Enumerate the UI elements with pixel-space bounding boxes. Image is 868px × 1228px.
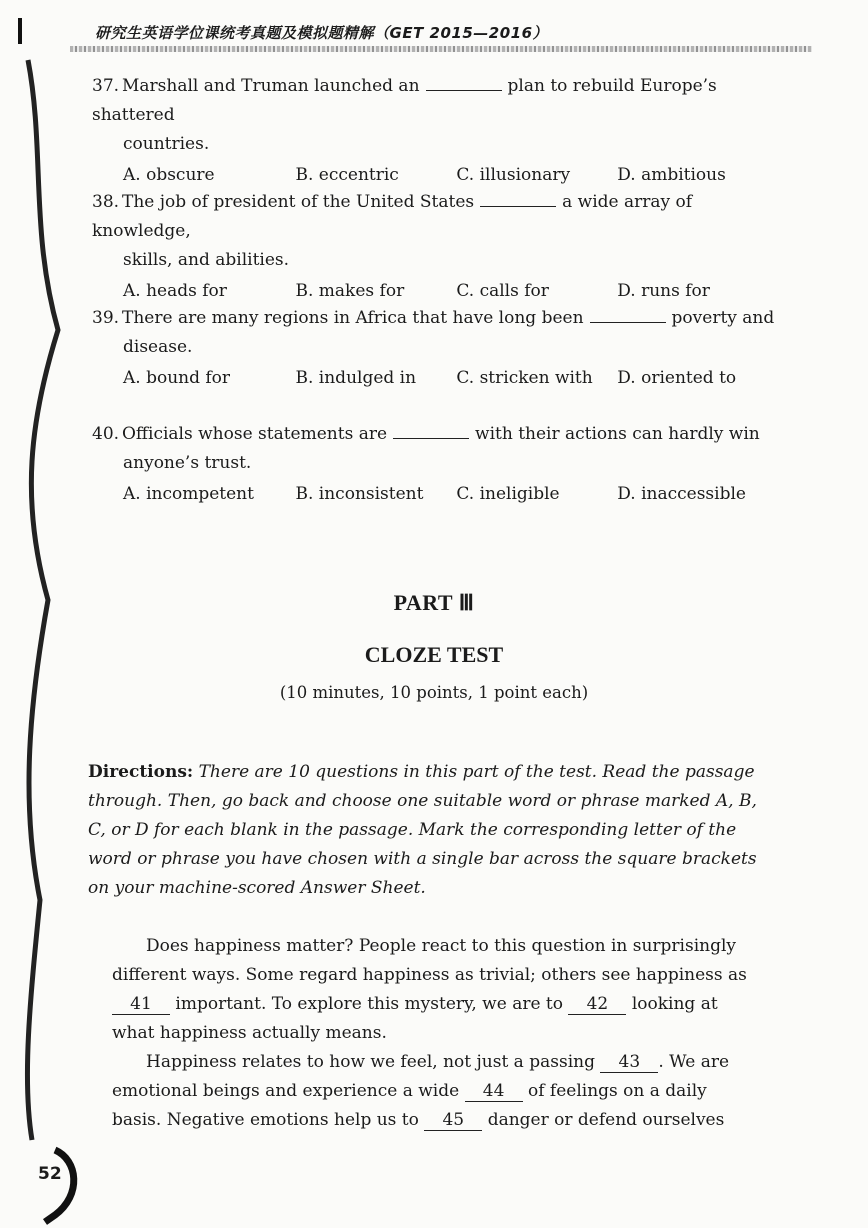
option-a[interactable]: A. heads for <box>123 281 227 301</box>
page-number: 52 <box>38 1164 62 1184</box>
directions-label: Directions: <box>88 762 194 782</box>
running-head: 研究生英语学位课统考真题及模拟题精解（GET 2015—2016） <box>95 24 549 42</box>
option-b[interactable]: B. indulged in <box>295 368 417 388</box>
stem-text: with their actions can hardly win <box>475 424 760 444</box>
stem-continuation: disease. <box>123 337 193 357</box>
answer-blank <box>393 424 469 439</box>
stem-text: a wide array of knowledge, <box>92 192 693 241</box>
option-c[interactable]: C. ineligible <box>456 484 560 504</box>
passage-text: looking at what happiness actually means. <box>112 994 718 1043</box>
question-38 <box>92 188 782 306</box>
option-a[interactable]: A. bound for <box>123 368 231 388</box>
part-title: PART Ⅲ <box>393 590 475 615</box>
passage-paragraph-1 <box>112 932 752 1048</box>
option-a[interactable]: A. obscure <box>123 165 215 185</box>
question-number: 38. <box>92 192 120 212</box>
passage-paragraph-2 <box>112 1048 752 1135</box>
question-stem <box>92 304 782 333</box>
option-c[interactable]: C. stricken with <box>456 368 593 388</box>
directions <box>88 758 778 903</box>
option-b[interactable]: B. eccentric <box>295 165 399 185</box>
question-40 <box>92 420 782 509</box>
option-b[interactable]: B. makes for <box>295 281 405 301</box>
passage-text: important. To explore this mystery, we are to <box>175 994 563 1014</box>
question-stem <box>92 188 782 246</box>
stem-text: poverty and <box>671 308 775 328</box>
option-d[interactable]: D. inaccessible <box>617 484 746 504</box>
option-c[interactable]: C. calls for <box>456 281 549 301</box>
option-list <box>92 480 782 509</box>
question-stem <box>92 72 782 130</box>
stem-continuation: anyone’s trust. <box>123 453 252 473</box>
question-37 <box>92 72 782 190</box>
cloze-blank-44: 44 <box>465 1081 523 1102</box>
passage-text: . We are emotional beings and experience a wide <box>112 1052 730 1101</box>
section-subtitle: (10 minutes, 10 points, 1 point each) <box>279 683 589 702</box>
header-rule <box>70 46 812 52</box>
option-a[interactable]: A. incompetent <box>123 484 254 504</box>
stem-continuation: countries. <box>123 134 210 154</box>
stem-text: Officials whose statements are <box>122 424 388 444</box>
passage-text: Happiness relates to how we feel, not just a passing <box>146 1052 595 1072</box>
stem-text: There are many regions in Africa that have long been <box>122 308 584 328</box>
stem-continuation: skills, and abilities. <box>123 250 290 270</box>
answer-blank <box>480 192 556 207</box>
cloze-blank-45: 45 <box>424 1110 482 1131</box>
passage-text: Does happiness matter? People react to this question in surprisingly different ways. Some regard happiness as trivial; others see happiness as <box>112 936 747 985</box>
question-number: 39. <box>92 308 120 328</box>
cloze-blank-42: 42 <box>568 994 626 1015</box>
directions-text: There are 10 questions in this part of the test. Read the passage through. Then, go back and choose one suitable word or phrase marked A, B, C, or D for each blank in the passage. Mark the corresponding letter of the word or phrase you have chosen with a single bar across the square brackets on your machine-scored Answer Sheet. <box>88 762 757 898</box>
cloze-blank-41: 41 <box>112 994 170 1015</box>
option-d[interactable]: D. ambitious <box>617 165 726 185</box>
option-list <box>92 364 782 393</box>
stem-text: The job of president of the United States <box>122 192 475 212</box>
option-b[interactable]: B. inconsistent <box>295 484 424 504</box>
passage-text: of feelings on a daily basis. Negative emotions help us to <box>112 1081 707 1130</box>
stem-text: Marshall and Truman launched an <box>122 76 420 96</box>
question-number: 40. <box>92 424 120 444</box>
stem-text: plan to rebuild Europe’s shattered <box>92 76 717 125</box>
option-list <box>92 161 782 190</box>
option-c[interactable]: C. illusionary <box>456 165 571 185</box>
option-d[interactable]: D. runs for <box>617 281 710 301</box>
answer-blank <box>590 308 666 323</box>
binding-mark <box>18 18 22 44</box>
option-d[interactable]: D. oriented to <box>617 368 737 388</box>
question-39 <box>92 304 782 393</box>
question-number: 37. <box>92 76 120 96</box>
cloze-blank-43: 43 <box>600 1052 658 1073</box>
option-list <box>92 277 782 306</box>
passage-text: danger or defend ourselves <box>487 1110 725 1130</box>
cloze-passage <box>112 932 752 1135</box>
section-title: CLOZE TEST <box>364 642 504 667</box>
answer-blank <box>426 76 502 91</box>
question-stem <box>92 420 782 449</box>
